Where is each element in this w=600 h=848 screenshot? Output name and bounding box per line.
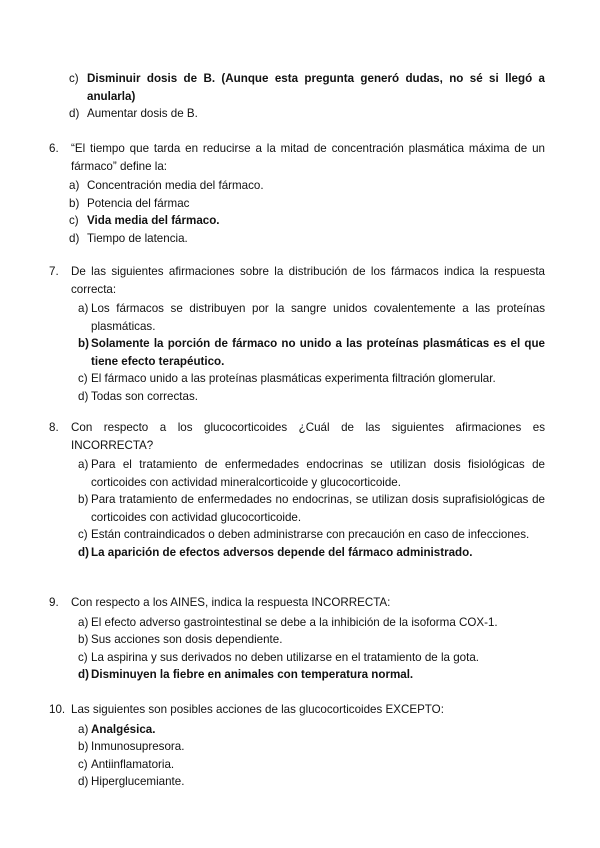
option-letter: b) <box>78 493 89 506</box>
option-letter: c) <box>69 72 79 85</box>
option-7a <box>49 300 545 335</box>
option-text: Hiperglucemiante. <box>91 775 185 788</box>
option-9b <box>49 631 545 649</box>
option-5d <box>49 105 545 123</box>
option-8b <box>49 491 545 526</box>
option-letter: b) <box>78 633 89 646</box>
option-letter: a) <box>78 302 89 315</box>
option-7d <box>49 388 545 406</box>
question-5-continuation <box>49 70 545 123</box>
option-letter: c) <box>78 757 88 771</box>
option-text: Los fármacos se distribuyen por la sangre unidos covalentemente a las proteínas plasmáticas. <box>91 302 545 333</box>
option-9c <box>49 649 545 667</box>
option-letter: d) <box>69 107 80 120</box>
option-text: Disminuyen la fiebre en animales con temperatura normal. <box>91 668 414 681</box>
option-9a <box>49 614 545 632</box>
option-letter: d) <box>78 389 89 403</box>
option-text: Tiempo de latencia. <box>87 231 188 245</box>
option-8a <box>49 456 545 491</box>
option-text: Para el tratamiento de enfermedades endocrinas se utilizan dosis fisiológicas de corticoides con actividad mineralcorticoide y glucocorticoide. <box>91 458 545 489</box>
question-stem <box>49 701 545 719</box>
option-6b <box>49 195 545 213</box>
option-10d <box>49 773 545 791</box>
option-text: Analgésica. <box>91 722 156 736</box>
option-letter: c) <box>78 372 88 385</box>
option-text: El efecto adverso gastrointestinal se debe a la inhibición de la isoforma COX-1. <box>91 615 498 629</box>
option-text: Todas son correctas. <box>91 389 198 403</box>
option-text: Sus acciones son dosis dependiente. <box>91 633 283 646</box>
option-letter: b) <box>78 337 89 350</box>
option-letter: d) <box>78 775 89 788</box>
question-text: Las siguientes son posibles acciones de las glucocorticoides EXCEPTO: <box>71 703 444 716</box>
option-6c <box>49 212 545 230</box>
option-text: Vida media del fármaco. <box>87 214 220 227</box>
option-text: Potencia del fármac <box>87 196 190 210</box>
option-letter: d) <box>69 231 80 245</box>
option-letter: b) <box>78 740 89 753</box>
option-letter: d) <box>78 668 89 681</box>
option-8c <box>49 526 545 544</box>
question-number: 7. <box>49 265 59 278</box>
question-number: 6. <box>49 142 59 155</box>
option-text: Solamente la porción de fármaco no unido a las proteínas plasmáticas es el que tiene efecto terapéutico. <box>91 337 545 368</box>
option-text: La aparición de efectos adversos depende del fármaco administrado. <box>91 545 473 559</box>
option-6a <box>49 177 545 195</box>
option-text: Están contraindicados o deben administrarse con precaución en caso de infecciones. <box>91 528 530 541</box>
option-text: Para tratamiento de enfermedades no endocrinas, se utilizan dosis suprafisiológicas de corticoides con actividad glucocorticoide. <box>91 493 545 524</box>
option-letter: d) <box>78 545 89 559</box>
option-9d <box>49 666 545 684</box>
option-letter: b) <box>69 196 80 210</box>
option-10a <box>49 721 545 739</box>
option-letter: a) <box>69 179 80 192</box>
question-9 <box>49 594 545 684</box>
option-letter: c) <box>78 650 88 664</box>
option-letter: a) <box>78 722 89 736</box>
question-stem <box>49 419 545 454</box>
option-text: Aumentar dosis de B. <box>87 107 198 120</box>
option-text: La aspirina y sus derivados no deben utilizarse en el tratamiento de la gota. <box>91 650 479 664</box>
option-letter: c) <box>78 528 88 541</box>
option-7b <box>49 335 545 370</box>
question-10 <box>49 701 545 791</box>
question-stem <box>49 594 545 612</box>
question-number: 9. <box>49 596 59 609</box>
option-letter: c) <box>69 214 79 227</box>
question-stem <box>49 140 545 175</box>
question-text: De las siguientes afirmaciones sobre la distribución de los fármacos indica la respuesta correcta: <box>71 265 545 296</box>
question-text: Con respecto a los glucocorticoides ¿Cuál de las siguientes afirmaciones es INCORRECTA? <box>71 421 545 452</box>
option-10c <box>49 756 545 774</box>
question-text: “El tiempo que tarda en reducirse a la mitad de concentración plasmática máxima de un fármaco” define la: <box>71 142 545 173</box>
option-8d <box>49 544 545 562</box>
option-letter: a) <box>78 615 89 629</box>
option-5c <box>49 70 545 105</box>
option-text: Antiinflamatoria. <box>91 757 175 771</box>
option-6d <box>49 230 545 248</box>
option-text: Concentración media del fármaco. <box>87 179 264 192</box>
question-number: 8. <box>49 421 59 434</box>
option-letter: a) <box>78 458 89 471</box>
question-8 <box>49 419 545 561</box>
option-text: Disminuir dosis de B. (Aunque esta pregunta generó dudas, no sé si llegó a anularla) <box>87 72 545 103</box>
question-number: 10. <box>49 703 66 716</box>
question-text: Con respecto a los AINES, indica la respuesta INCORRECTA: <box>71 596 391 609</box>
question-stem <box>49 263 545 298</box>
option-7c <box>49 370 545 388</box>
question-6 <box>49 140 545 247</box>
option-10b <box>49 738 545 756</box>
question-7 <box>49 263 545 405</box>
option-text: Inmunosupresora. <box>91 740 185 753</box>
option-text: El fármaco unido a las proteínas plasmáticas experimenta filtración glomerular. <box>91 372 496 385</box>
